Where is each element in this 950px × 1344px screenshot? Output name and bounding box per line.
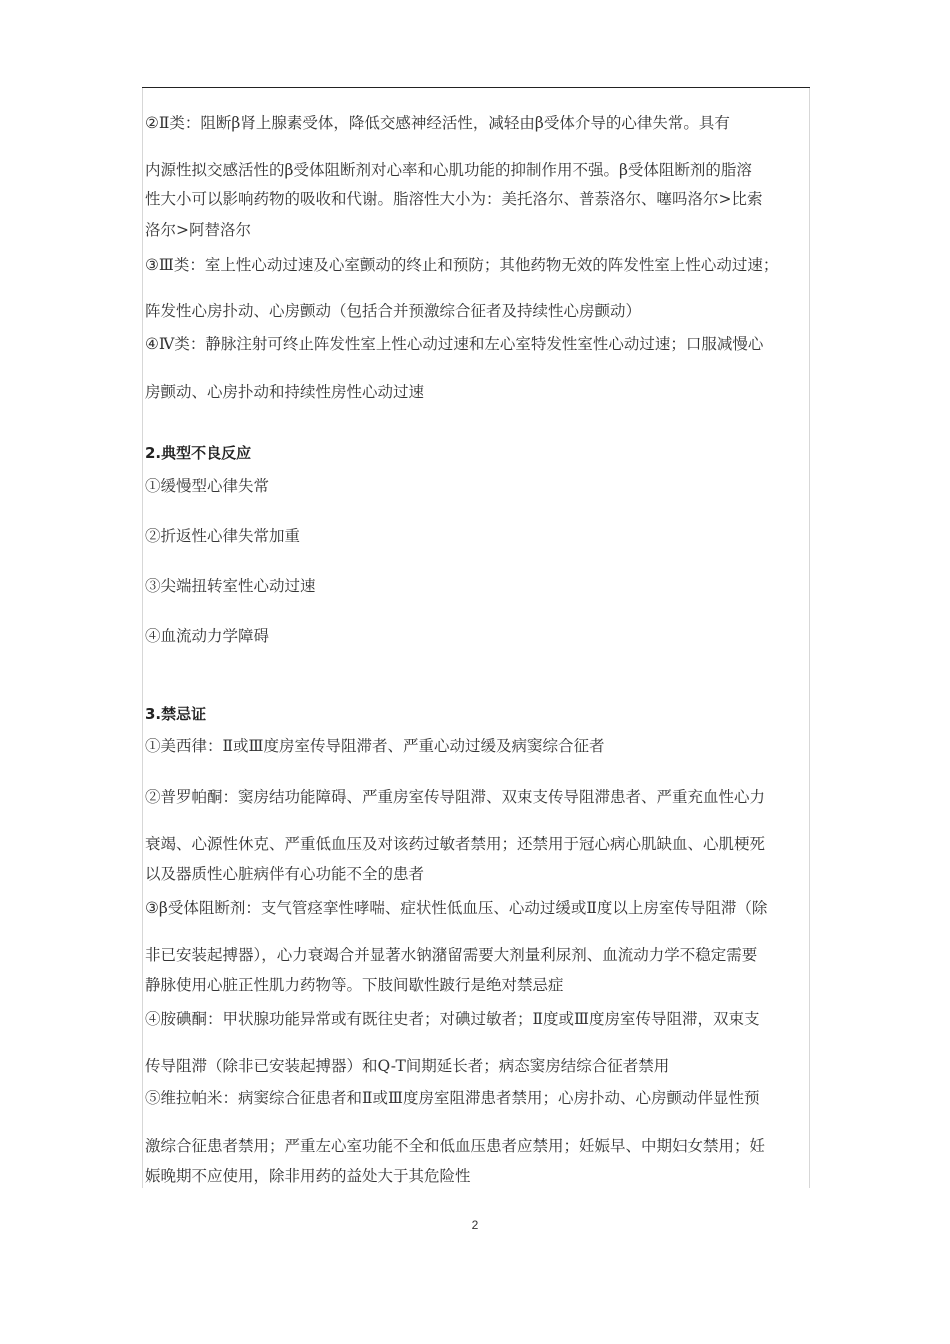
contra-beta-blocker-line-2: 非已安装起搏器），心力衰竭合并显著水钠潴留需要大剂量利尿剂、血流动力学不稳定需要 <box>145 946 758 964</box>
class-ii-line-3: 性大小可以影响药物的吸收和代谢。脂溶性大小为：美托洛尔、普萘洛尔、噻吗洛尔>比索 <box>145 190 763 208</box>
contra-propafenone-line-2: 衰竭、心源性休克、严重低血压及对该药过敏者禁用；还禁用于冠心病心肌缺血、心肌梗死 <box>145 835 766 853</box>
contra-amiodarone-line-2: 传导阻滞（除非已安装起搏器）和Q-T间期延长者；病态窦房结综合征者禁用 <box>145 1057 670 1075</box>
class-ii-line-2: 内源性拟交感活性的β受体阻断剂对心率和心肌功能的抑制作用不强。β受体阻断剂的脂溶 <box>145 161 752 179</box>
header-rule <box>142 87 810 88</box>
class-ii-line-1: ②Ⅱ类：阻断β肾上腺素受体，降低交感神经活性，减轻由β受体介导的心律失常。具有 <box>145 114 730 132</box>
class-iv-line-1: ④Ⅳ类：静脉注射可终止阵发性室上性心动过速和左心室特发性室性心动过速；口服减慢心 <box>145 335 764 353</box>
contra-mexiletine: ①美西律：Ⅱ或Ⅲ度房室传导阻滞者、严重心动过缓及病窦综合征者 <box>145 737 605 755</box>
class-iv-line-2: 房颤动、心房扑动和持续性房性心动过速 <box>145 383 425 401</box>
contra-beta-blocker-line-1: ③β受体阻断剂：支气管痉挛性哮喘、症状性低血压、心动过缓或Ⅱ度以上房室传导阻滞（除 <box>145 899 768 917</box>
content-frame-left-border <box>142 88 143 1188</box>
contra-verapamil-line-2: 激综合征患者禁用；严重左心室功能不全和低血压患者应禁用；妊娠早、中期妇女禁用；妊 <box>145 1137 766 1155</box>
contra-verapamil-line-1: ⑤维拉帕米：病窦综合征患者和Ⅱ或Ⅲ度房室阻滞患者禁用；心房扑动、心房颤动伴显性预 <box>145 1089 760 1107</box>
adverse-item: ①缓慢型心律失常 <box>145 477 270 495</box>
content-frame-right-border <box>809 88 810 1188</box>
contra-propafenone-line-3: 以及器质性心脏病伴有心功能不全的患者 <box>145 865 425 883</box>
adverse-reactions-heading: 2.典型不良反应 <box>145 444 252 462</box>
contra-amiodarone-line-1: ④胺碘酮：甲状腺功能异常或有既往史者；对碘过敏者；Ⅱ度或Ⅲ度房室传导阻滞，双束支 <box>145 1010 760 1028</box>
adverse-item: ②折返性心律失常加重 <box>145 527 301 545</box>
contra-propafenone-line-1: ②普罗帕酮：窦房结功能障碍、严重房室传导阻滞、双束支传导阻滞患者、严重充血性心力 <box>145 788 766 806</box>
class-ii-line-4: 洛尔>阿替洛尔 <box>145 221 251 239</box>
contra-verapamil-line-3: 娠晚期不应使用，除非用药的益处大于其危险性 <box>145 1167 471 1185</box>
adverse-item: ④血流动力学障碍 <box>145 627 270 645</box>
contraindications-heading: 3.禁忌证 <box>145 705 207 723</box>
class-iii-line-1: ③Ⅲ类：室上性心动过速及心室颤动的终止和预防；其他药物无效的阵发性室上性心动过速； <box>145 256 779 274</box>
class-iii-line-2: 阵发性心房扑动、心房颤动（包括合并预激综合征者及持续性心房颤动） <box>145 302 642 320</box>
page-number: 2 <box>471 1218 479 1232</box>
contra-beta-blocker-line-3: 静脉使用心脏正性肌力药物等。下肢间歇性跛行是绝对禁忌症 <box>145 976 564 994</box>
adverse-item: ③尖端扭转室性心动过速 <box>145 577 316 595</box>
